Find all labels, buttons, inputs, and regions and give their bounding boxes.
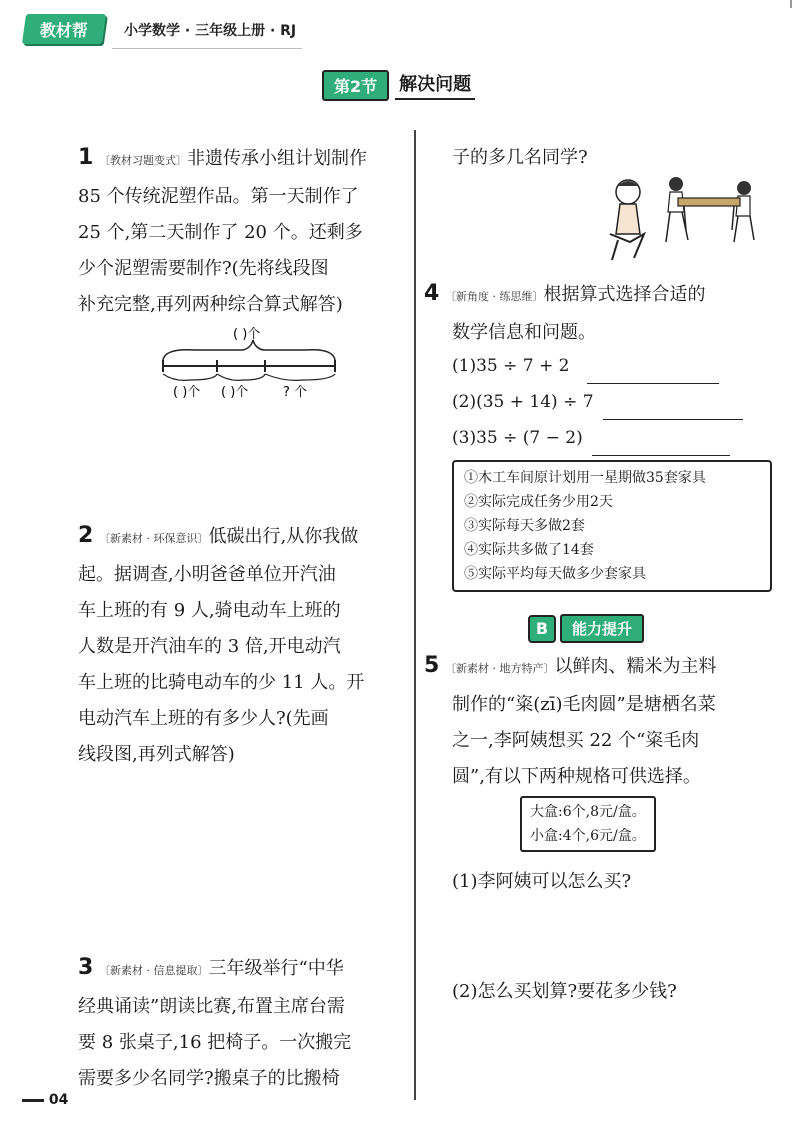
problem-text: 以鲜肉、糯米为主料 <box>554 656 717 677</box>
table-leg <box>732 206 734 230</box>
total-brace <box>163 340 335 360</box>
part-brace <box>217 374 265 380</box>
problem-tag: 〔新素材 · 信息提取〕 <box>99 964 209 977</box>
part-label: ? 个 <box>283 385 308 400</box>
problem-text: 补充完整,再列两种综合算式解答) <box>78 294 343 315</box>
problem-text: 少个泥塑需要制作?(先将线段图 <box>78 258 329 279</box>
table-top <box>678 198 740 206</box>
problem-text: 三年级举行“中华 <box>208 958 344 979</box>
info-item: ③实际每天多做2套 <box>464 518 585 534</box>
problem-1 <box>78 140 367 323</box>
problem-4 <box>424 276 706 351</box>
problem-text: 非遗传承小组计划制作 <box>187 148 368 169</box>
problem-number: 1 <box>78 145 94 170</box>
expression-row <box>452 384 743 420</box>
problem-text: 数学信息和问题。 <box>452 322 596 343</box>
footer-mark <box>22 1099 44 1102</box>
section-heading: 解决问题 <box>395 70 475 100</box>
section-title <box>322 70 475 100</box>
kid-head <box>737 181 751 195</box>
problem-text: 低碳出行,从你我做 <box>208 526 359 547</box>
problem-5 <box>424 648 717 795</box>
section-b-title: 能力提升 <box>560 614 644 643</box>
problem-text: 根据算式选择合适的 <box>543 284 706 305</box>
section-b-header <box>528 614 644 643</box>
problem-number: 5 <box>424 653 440 678</box>
part-brace <box>163 374 217 380</box>
info-box <box>452 460 772 592</box>
info-item: ①木工车间原计划用一星期做35套家具 <box>464 470 706 486</box>
expression: (2)(35 + 14) ÷ 7 <box>452 392 594 412</box>
answer-blank[interactable] <box>592 435 730 456</box>
part-label: ( )个 <box>173 385 201 400</box>
column-divider <box>414 130 416 1100</box>
corner-mark <box>790 0 792 8</box>
problem-text: 车上班的比骑电动车的少 11 人。开 <box>78 672 365 693</box>
info-item: ⑤实际平均每天做多少套家具 <box>464 566 646 582</box>
chair <box>610 234 644 260</box>
brand-badge <box>22 14 106 44</box>
kid-body <box>616 204 640 234</box>
problem-text: 需要多少名同学?搬桌子的比搬椅 <box>78 1068 340 1089</box>
expression-row <box>452 348 719 384</box>
problem-text: 电动汽车上班的有多少人?(先画 <box>78 708 329 729</box>
problem-text: 之一,李阿姨想买 22 个“粢毛肉 <box>452 730 700 751</box>
problem-text: 线段图,再列式解答) <box>78 744 235 765</box>
problem-number: 4 <box>424 281 440 306</box>
line-segment-diagram <box>155 320 345 400</box>
problem-3 <box>78 950 351 1097</box>
header-underline <box>112 48 302 49</box>
problem-text: 要 8 张桌子,16 把椅子。一次搬完 <box>78 1032 352 1053</box>
page-number-text: 04 <box>48 1092 69 1108</box>
section-b-letter: B <box>528 615 556 643</box>
section-tag: 第2节 <box>322 70 389 101</box>
sub-question: (1)李阿姨可以怎么买? <box>452 871 632 892</box>
total-label: ( )个 <box>233 327 261 342</box>
package-small: 小盒:4个,6元/盒。 <box>530 828 646 844</box>
package-large: 大盒:6个,8元/盒。 <box>530 804 646 820</box>
answer-blank[interactable] <box>603 399 743 420</box>
problem-tag: 〔新角度 · 练思维〕 <box>445 290 544 303</box>
kids-carrying-table-illustration <box>600 172 760 264</box>
problem-tag: 〔新素材 · 环保意识〕 <box>99 532 209 545</box>
sub-question: (2)怎么买划算?要花多少钱? <box>452 981 677 1002</box>
problem-text: 85 个传统泥塑作品。第一天制作了 <box>78 186 359 207</box>
part-brace <box>265 374 335 380</box>
problem-tag: 〔教材习题变式〕 <box>99 154 188 167</box>
problem-2 <box>78 518 364 773</box>
expression: (3)35 ÷ (7 − 2) <box>452 428 583 448</box>
header-title: 小学数学 · 三年级上册 · RJ <box>124 23 297 39</box>
problem-text: 人数是开汽油车的 3 倍,开电动汽 <box>78 636 341 657</box>
expression: (1)35 ÷ 7 + 2 <box>452 356 570 376</box>
problem-number: 2 <box>78 523 94 548</box>
info-item: ④实际共多做了14套 <box>464 542 594 558</box>
problem-tag: 〔新素材 · 地方特产〕 <box>445 662 555 675</box>
brand-text: 教材帮 <box>39 20 88 40</box>
problem-number: 3 <box>78 955 94 980</box>
page-number <box>22 1092 68 1108</box>
problem-text: 经典诵读”朗读比赛,布置主席台需 <box>78 996 345 1017</box>
problem-text: 制作的“粢(zī)毛肉圆”是塘栖名菜 <box>452 694 716 715</box>
expression-row <box>452 420 730 456</box>
info-item: ②实际完成任务少用2天 <box>464 494 613 510</box>
kid-head <box>669 177 683 191</box>
problem-text: 25 个,第二天制作了 20 个。还剩多 <box>78 222 363 243</box>
problem-text: 起。据调查,小明爸爸单位开汽油 <box>78 564 336 585</box>
part-label: ( )个 <box>221 385 249 400</box>
problem-text: 车上班的有 9 人,骑电动车上班的 <box>78 600 341 621</box>
package-box <box>520 796 656 852</box>
problem-text: 圆”,有以下两种规格可供选择。 <box>452 766 701 787</box>
answer-blank[interactable] <box>587 363 719 384</box>
problem-text: 子的多几名同学? <box>452 147 588 168</box>
